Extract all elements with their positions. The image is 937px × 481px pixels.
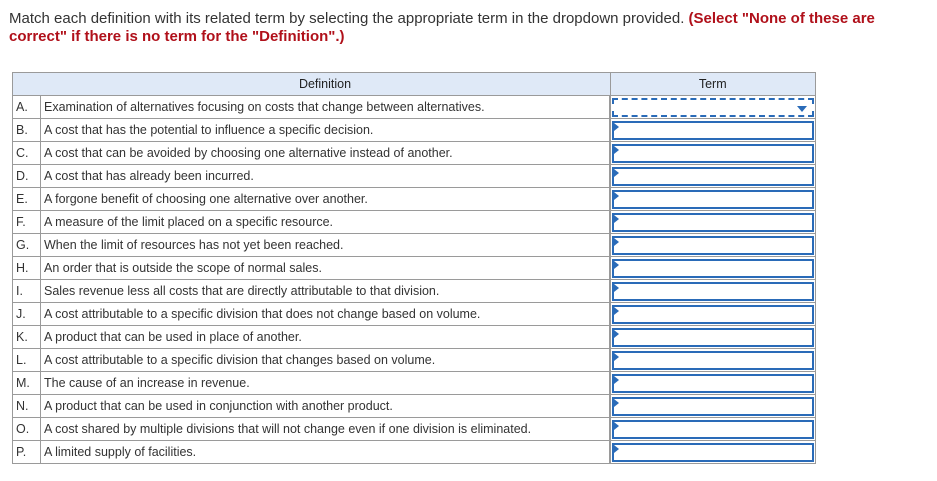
term-cell <box>610 441 816 464</box>
dropdown-marker-icon <box>614 192 619 200</box>
matching-table <box>12 72 816 464</box>
term-dropdown[interactable] <box>612 98 814 117</box>
table-body <box>13 96 816 464</box>
term-cell <box>610 211 816 234</box>
row-definition: A forgone benefit of choosing one alternative over another. <box>41 188 611 211</box>
row-definition: Sales revenue less all costs that are directly attributable to that division. <box>41 280 611 303</box>
row-definition: A measure of the limit placed on a specific resource. <box>41 211 611 234</box>
dropdown-marker-icon <box>614 376 619 384</box>
term-dropdown[interactable] <box>612 328 814 347</box>
row-definition: A cost that can be avoided by choosing one alternative instead of another. <box>41 142 611 165</box>
row-letter: K. <box>13 326 41 349</box>
row-letter: L. <box>13 349 41 372</box>
term-header: Term <box>610 73 816 96</box>
chevron-down-icon[interactable] <box>797 106 807 112</box>
definition-header: Definition <box>41 73 611 96</box>
term-cell <box>610 326 816 349</box>
row-definition: A cost shared by multiple divisions that will not change even if one division is eliminated. <box>41 418 611 441</box>
row-letter: F. <box>13 211 41 234</box>
row-definition: Examination of alternatives focusing on costs that change between alternatives. <box>41 96 611 119</box>
row-letter: A. <box>13 96 41 119</box>
term-dropdown[interactable] <box>612 397 814 416</box>
row-letter: H. <box>13 257 41 280</box>
term-cell <box>610 234 816 257</box>
dropdown-marker-icon <box>614 399 619 407</box>
term-cell <box>610 418 816 441</box>
table-row <box>13 349 816 372</box>
term-cell <box>610 188 816 211</box>
instructions <box>9 10 929 46</box>
term-dropdown[interactable] <box>612 167 814 186</box>
dropdown-marker-icon <box>614 215 619 223</box>
term-dropdown[interactable] <box>612 190 814 209</box>
table-row <box>13 234 816 257</box>
row-letter: D. <box>13 165 41 188</box>
term-dropdown[interactable] <box>612 420 814 439</box>
term-dropdown[interactable] <box>612 144 814 163</box>
table-row <box>13 96 816 119</box>
term-dropdown[interactable] <box>612 351 814 370</box>
table-row <box>13 142 816 165</box>
table-row <box>13 303 816 326</box>
row-definition: A cost attributable to a specific division that does not change based on volume. <box>41 303 611 326</box>
row-letter: O. <box>13 418 41 441</box>
row-letter: G. <box>13 234 41 257</box>
row-letter: E. <box>13 188 41 211</box>
instructions-emphasis: (Select "None of these are correct" if there is no term for the "Definition".) <box>9 10 875 45</box>
row-letter: N. <box>13 395 41 418</box>
row-definition: A cost that has already been incurred. <box>41 165 611 188</box>
term-cell <box>610 349 816 372</box>
term-dropdown[interactable] <box>612 236 814 255</box>
row-letter: M. <box>13 372 41 395</box>
dropdown-marker-icon <box>614 123 619 131</box>
term-cell <box>610 142 816 165</box>
table-row <box>13 326 816 349</box>
row-definition: An order that is outside the scope of normal sales. <box>41 257 611 280</box>
row-letter: J. <box>13 303 41 326</box>
instructions-text: Match each definition with its related term by selecting the appropriate term in the dropdown provided. <box>9 10 689 27</box>
row-letter: C. <box>13 142 41 165</box>
dropdown-marker-icon <box>614 261 619 269</box>
term-cell <box>610 119 816 142</box>
dropdown-marker-icon <box>614 422 619 430</box>
row-letter: P. <box>13 441 41 464</box>
table-row <box>13 372 816 395</box>
dropdown-marker-icon <box>614 284 619 292</box>
dropdown-marker-icon <box>614 353 619 361</box>
term-cell <box>610 372 816 395</box>
row-definition: A product that can be used in conjunction with another product. <box>41 395 611 418</box>
row-definition: The cause of an increase in revenue. <box>41 372 611 395</box>
row-definition: A cost that has the potential to influence a specific decision. <box>41 119 611 142</box>
term-cell <box>610 165 816 188</box>
term-cell <box>610 257 816 280</box>
term-dropdown[interactable] <box>612 282 814 301</box>
table-row <box>13 395 816 418</box>
row-definition: A limited supply of facilities. <box>41 441 611 464</box>
dropdown-marker-icon <box>614 169 619 177</box>
header-row <box>13 73 816 96</box>
table-row <box>13 418 816 441</box>
table-row <box>13 211 816 234</box>
term-dropdown[interactable] <box>612 305 814 324</box>
dropdown-marker-icon <box>614 445 619 453</box>
table-row <box>13 280 816 303</box>
term-dropdown[interactable] <box>612 374 814 393</box>
term-cell <box>610 303 816 326</box>
table-row <box>13 165 816 188</box>
term-dropdown[interactable] <box>612 259 814 278</box>
table-row <box>13 441 816 464</box>
term-dropdown[interactable] <box>612 121 814 140</box>
table-row <box>13 188 816 211</box>
term-cell <box>610 96 816 119</box>
dropdown-marker-icon <box>614 307 619 315</box>
row-letter: B. <box>13 119 41 142</box>
dropdown-marker-icon <box>614 330 619 338</box>
table-row <box>13 119 816 142</box>
dropdown-marker-icon <box>614 146 619 154</box>
term-dropdown[interactable] <box>612 443 814 462</box>
row-definition: When the limit of resources has not yet been reached. <box>41 234 611 257</box>
term-cell <box>610 395 816 418</box>
table-row <box>13 257 816 280</box>
term-cell <box>610 280 816 303</box>
row-letter: I. <box>13 280 41 303</box>
term-dropdown[interactable] <box>612 213 814 232</box>
row-definition: A cost attributable to a specific division that changes based on volume. <box>41 349 611 372</box>
dropdown-marker-icon <box>614 238 619 246</box>
row-definition: A product that can be used in place of another. <box>41 326 611 349</box>
letter-header <box>13 73 41 96</box>
